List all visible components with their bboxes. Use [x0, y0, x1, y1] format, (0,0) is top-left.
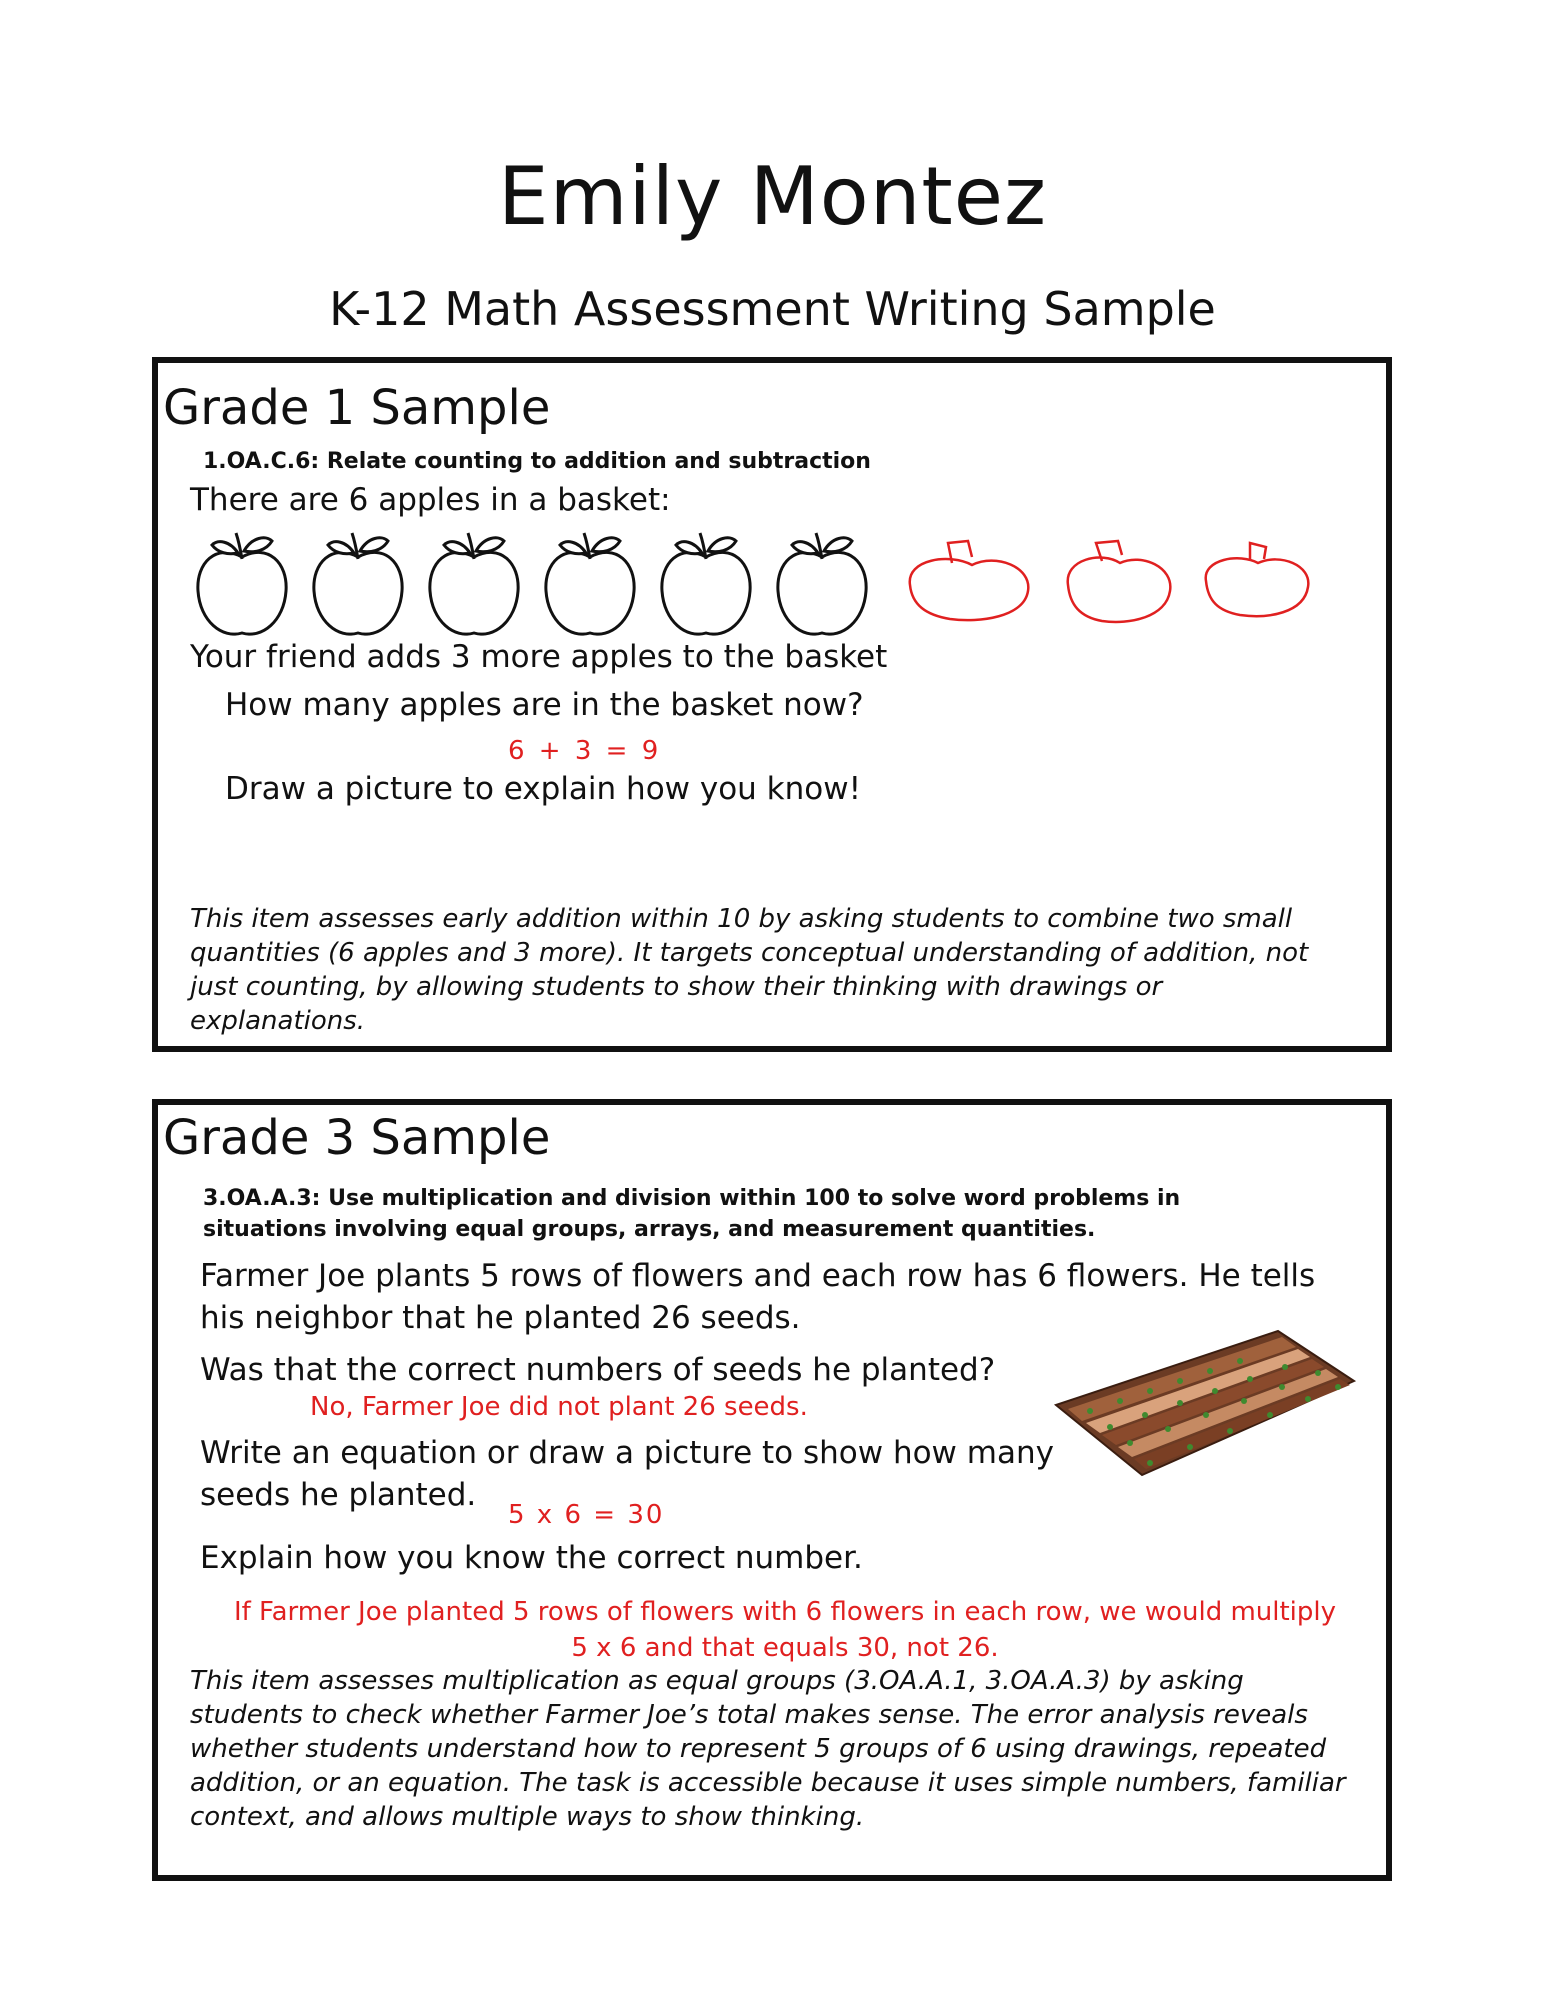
grade3-title: Grade 3 Sample: [163, 1110, 551, 1166]
drawn-apple-icon: [910, 541, 1029, 620]
apple-icon: [662, 533, 750, 634]
grade3-explain-prompt: Explain how you know the correct number.: [200, 1540, 863, 1576]
apple-icon: [778, 533, 866, 634]
drawn-apple-icon: [1206, 543, 1309, 616]
grade1-question: How many apples are in the basket now?: [225, 687, 864, 723]
grade3-instruction: Write an equation or draw a picture to show how many seeds he planted.: [200, 1435, 1054, 1513]
apple-icon: [430, 533, 518, 634]
grade3-problem: Farmer Joe plants 5 rows of flowers and each row has 6 flowers. He tells his neighbor that he planted 26 seeds.: [200, 1258, 1316, 1336]
grade1-standard: 1.OA.C.6: Relate counting to addition and subtraction: [203, 449, 871, 474]
grade3-answer3: If Farmer Joe planted 5 rows of flowers with 6 flowers in each row, we would multiply 5 x 6 and that equals 30, not 26.: [233, 1597, 1337, 1663]
apple-icon: [314, 533, 402, 634]
grade1-answer: 6 + 3 = 9: [508, 736, 662, 766]
grade3-question: Was that the correct numbers of seeds he planted?: [200, 1352, 996, 1388]
grade3-standard: 3.OA.A.3: Use multiplication and division within 100 to solve word problems in situations involving equal groups, arrays, and measurement quantities.: [203, 1186, 1181, 1242]
page-subtitle: K-12 Math Assessment Writing Sample: [329, 282, 1216, 336]
grade1-prompt-intro: There are 6 apples in a basket:: [190, 482, 671, 518]
page-title: Emily Montez: [498, 150, 1047, 243]
grade1-prompt-add: Your friend adds 3 more apples to the basket: [190, 639, 888, 675]
apple-icon: [198, 533, 286, 634]
grade1-note: This item assesses early addition within 10 by asking students to combine two small quantities (6 apples and 3 more). It targets conceptual understanding of addition, not just counting, by allowing students to show their thinking with drawings or explanations.: [190, 904, 1309, 1036]
drawn-apple-icon: [1068, 541, 1171, 622]
grade3-answer1: No, Farmer Joe did not plant 26 seeds.: [310, 1392, 808, 1422]
garden-rows-icon: [1050, 1325, 1360, 1480]
apple-icon: [546, 533, 634, 634]
grade1-title: Grade 1 Sample: [163, 380, 551, 436]
grade3-answer2: 5 x 6 = 30: [508, 1500, 665, 1530]
grade1-instruction: Draw a picture to explain how you know!: [225, 771, 862, 807]
apples-illustration: [190, 525, 1340, 640]
grade3-note: This item assesses multiplication as equal groups (3.OA.A.1, 3.OA.A.3) by asking students to check whether Farmer Joe’s total makes sense. The error analysis reveals whether students understand how to represent 5 groups of 6 using drawings, repeated addition, or an equation. The task is accessible because it uses simple numbers, familiar context, and allows multiple ways to show thinking.: [190, 1666, 1346, 1832]
